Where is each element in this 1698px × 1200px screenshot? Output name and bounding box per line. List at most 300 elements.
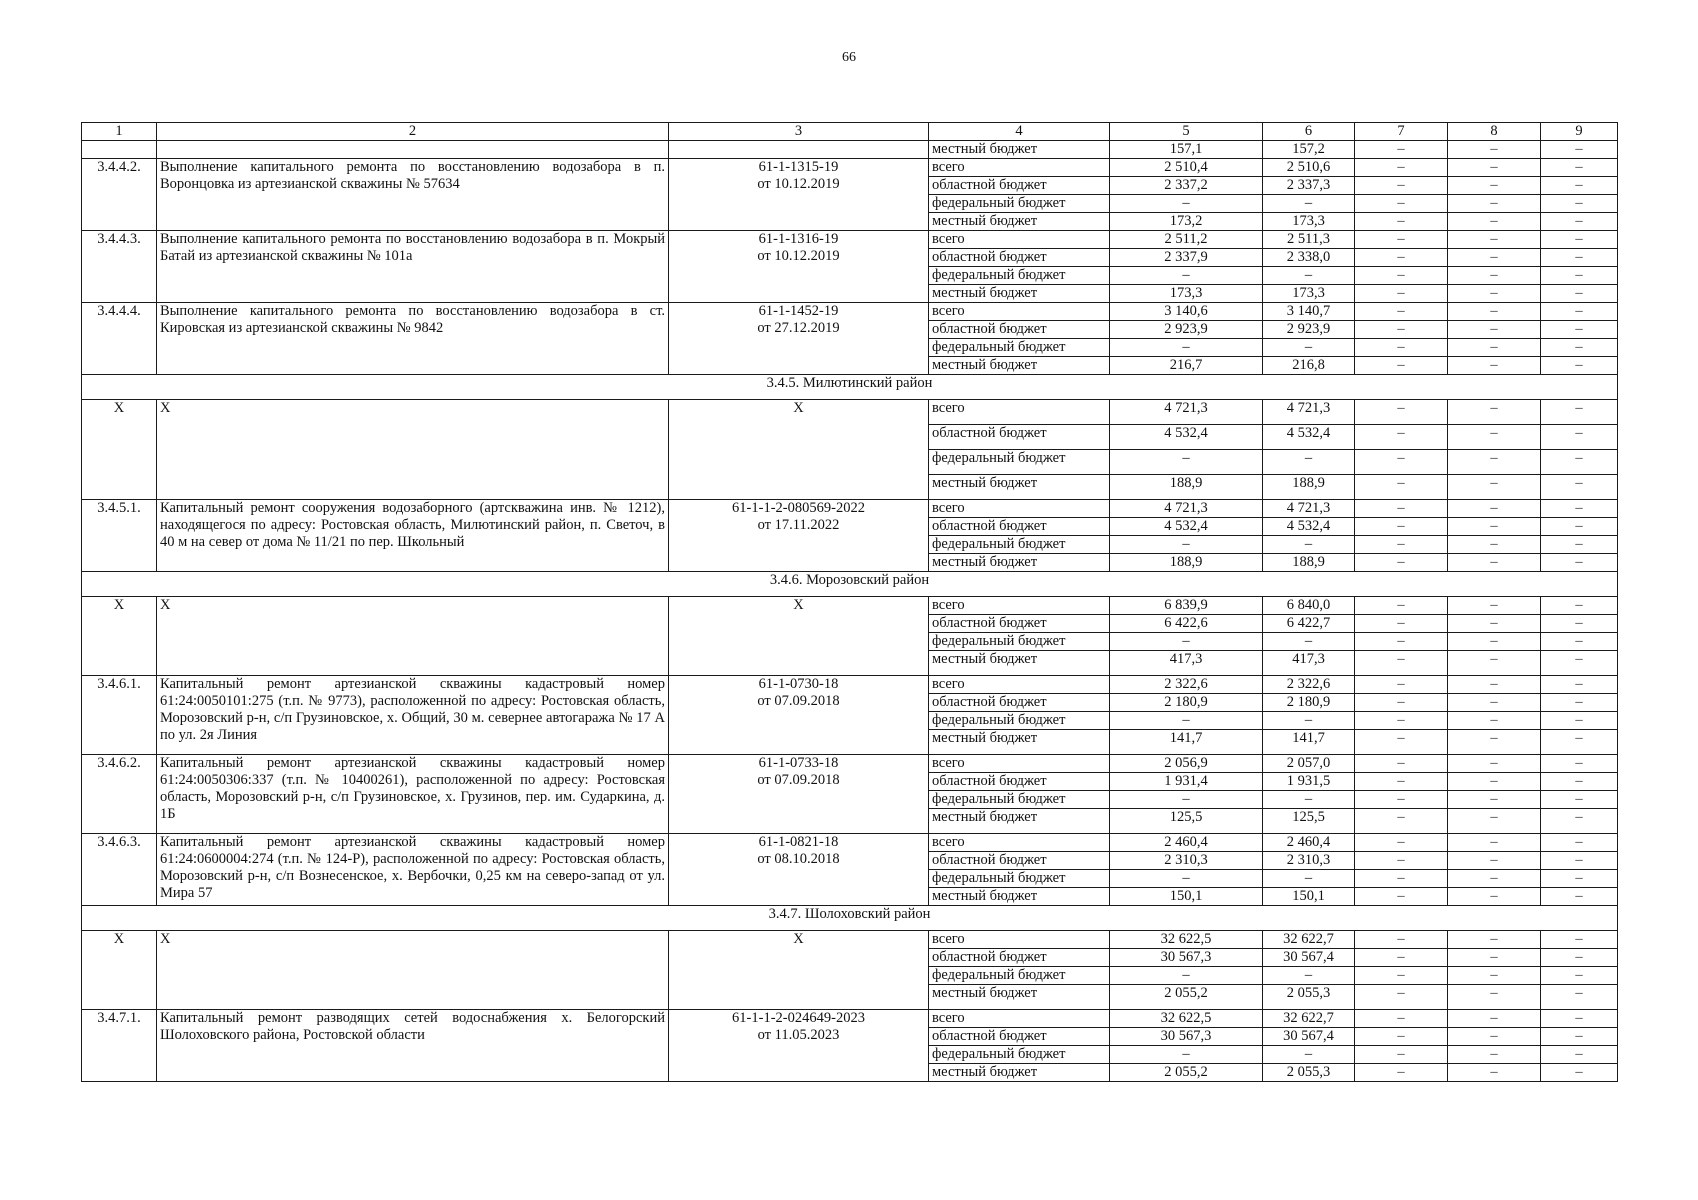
value-cell: 2 310,3 bbox=[1263, 852, 1355, 870]
value-cell: – bbox=[1110, 536, 1263, 554]
value-cell: – bbox=[1355, 773, 1448, 791]
item-description-cell bbox=[157, 141, 669, 159]
item-number-cell: 3.4.6.3. bbox=[82, 834, 157, 906]
budget-type-cell: местный бюджет bbox=[929, 141, 1110, 159]
budget-type-cell: всего bbox=[929, 834, 1110, 852]
value-cell: 4 721,3 bbox=[1110, 500, 1263, 518]
value-cell: – bbox=[1110, 267, 1263, 285]
value-cell: – bbox=[1355, 231, 1448, 249]
value-cell: – bbox=[1263, 791, 1355, 809]
value-cell: – bbox=[1355, 1046, 1448, 1064]
item-number-cell: 3.4.5.1. bbox=[82, 500, 157, 572]
value-cell: – bbox=[1355, 931, 1448, 949]
document-line: 61-1-1452-19 bbox=[758, 303, 839, 319]
value-cell: 32 622,5 bbox=[1110, 1010, 1263, 1028]
value-cell: – bbox=[1541, 177, 1618, 195]
value-cell: – bbox=[1541, 651, 1618, 676]
value-cell: – bbox=[1448, 1028, 1541, 1046]
value-cell: 125,5 bbox=[1110, 809, 1263, 834]
value-cell: – bbox=[1541, 809, 1618, 834]
value-cell: 6 840,0 bbox=[1263, 597, 1355, 615]
value-cell: – bbox=[1448, 791, 1541, 809]
section-row bbox=[82, 375, 1618, 400]
value-cell: 6 422,7 bbox=[1263, 615, 1355, 633]
item-document-cell bbox=[669, 676, 929, 755]
value-cell: – bbox=[1541, 475, 1618, 500]
document-line: от 07.09.2018 bbox=[757, 693, 840, 709]
financing-table bbox=[81, 122, 1618, 1082]
value-cell: 6 422,6 bbox=[1110, 615, 1263, 633]
value-cell: – bbox=[1448, 400, 1541, 425]
value-cell: – bbox=[1541, 985, 1618, 1010]
item-document-cell bbox=[669, 755, 929, 834]
value-cell: – bbox=[1541, 159, 1618, 177]
budget-type-cell: местный бюджет bbox=[929, 285, 1110, 303]
budget-type-cell: федеральный бюджет bbox=[929, 712, 1110, 730]
item-number-cell bbox=[82, 141, 157, 159]
document-line: 61-1-1316-19 bbox=[758, 231, 839, 247]
value-cell: – bbox=[1355, 888, 1448, 906]
budget-type-cell: всего bbox=[929, 676, 1110, 694]
value-cell: 30 567,4 bbox=[1263, 949, 1355, 967]
value-cell: – bbox=[1448, 773, 1541, 791]
item-description-cell: Капитальный ремонт разводящих сетей водоснабжения х. Белогорский Шолоховского района, Ростовской области bbox=[157, 1010, 669, 1082]
value-cell: – bbox=[1541, 425, 1618, 450]
value-cell: – bbox=[1448, 303, 1541, 321]
value-cell: – bbox=[1541, 400, 1618, 425]
value-cell: 32 622,7 bbox=[1263, 931, 1355, 949]
value-cell: – bbox=[1448, 357, 1541, 375]
value-cell: 2 923,9 bbox=[1110, 321, 1263, 339]
value-cell: – bbox=[1448, 425, 1541, 450]
document-line: от 08.10.2018 bbox=[757, 851, 840, 867]
value-cell: 141,7 bbox=[1110, 730, 1263, 755]
value-cell: – bbox=[1355, 712, 1448, 730]
value-cell: – bbox=[1541, 321, 1618, 339]
value-cell: – bbox=[1263, 967, 1355, 985]
budget-type-cell: местный бюджет bbox=[929, 357, 1110, 375]
value-cell: – bbox=[1448, 834, 1541, 852]
value-cell: – bbox=[1541, 730, 1618, 755]
document-line: 61-1-0821-18 bbox=[758, 834, 839, 850]
value-cell: – bbox=[1448, 985, 1541, 1010]
document-line: от 11.05.2023 bbox=[757, 1027, 840, 1043]
value-cell: 2 338,0 bbox=[1263, 249, 1355, 267]
value-cell: – bbox=[1541, 303, 1618, 321]
value-cell: – bbox=[1541, 870, 1618, 888]
header-cell: 1 bbox=[82, 123, 157, 141]
header-cell: 4 bbox=[929, 123, 1110, 141]
value-cell: – bbox=[1448, 475, 1541, 500]
value-cell: – bbox=[1448, 730, 1541, 755]
value-cell: – bbox=[1263, 870, 1355, 888]
value-cell: 125,5 bbox=[1263, 809, 1355, 834]
header-cell: 9 bbox=[1541, 123, 1618, 141]
value-cell: – bbox=[1541, 554, 1618, 572]
value-cell: 2 923,9 bbox=[1263, 321, 1355, 339]
value-cell: 4 532,4 bbox=[1263, 518, 1355, 536]
value-cell: – bbox=[1448, 321, 1541, 339]
value-cell: 1 931,5 bbox=[1263, 773, 1355, 791]
value-cell: – bbox=[1355, 554, 1448, 572]
value-cell: – bbox=[1110, 967, 1263, 985]
budget-type-cell: всего bbox=[929, 597, 1110, 615]
value-cell: – bbox=[1355, 651, 1448, 676]
item-number-cell: 3.4.7.1. bbox=[82, 1010, 157, 1082]
value-cell: 2 310,3 bbox=[1110, 852, 1263, 870]
value-cell: 150,1 bbox=[1263, 888, 1355, 906]
value-cell: – bbox=[1355, 967, 1448, 985]
budget-type-cell: областной бюджет bbox=[929, 518, 1110, 536]
value-cell: 2 511,2 bbox=[1110, 231, 1263, 249]
table-row bbox=[82, 400, 1618, 425]
value-cell: – bbox=[1263, 1046, 1355, 1064]
value-cell: – bbox=[1448, 141, 1541, 159]
value-cell: – bbox=[1541, 500, 1618, 518]
value-cell: – bbox=[1541, 597, 1618, 615]
value-cell: 2 055,3 bbox=[1263, 1064, 1355, 1082]
document-line: Х bbox=[793, 931, 804, 947]
item-description-cell: Х bbox=[157, 400, 669, 500]
value-cell: – bbox=[1355, 1028, 1448, 1046]
value-cell: – bbox=[1110, 339, 1263, 357]
value-cell: – bbox=[1448, 676, 1541, 694]
value-cell: 188,9 bbox=[1110, 475, 1263, 500]
value-cell: – bbox=[1541, 1046, 1618, 1064]
value-cell: – bbox=[1448, 755, 1541, 773]
budget-type-cell: федеральный бюджет bbox=[929, 450, 1110, 475]
value-cell: – bbox=[1448, 195, 1541, 213]
value-cell: – bbox=[1263, 195, 1355, 213]
table-row bbox=[82, 231, 1618, 249]
value-cell: – bbox=[1355, 694, 1448, 712]
value-cell: 2 460,4 bbox=[1110, 834, 1263, 852]
value-cell: 2 057,0 bbox=[1263, 755, 1355, 773]
budget-type-cell: местный бюджет bbox=[929, 730, 1110, 755]
value-cell: – bbox=[1448, 1010, 1541, 1028]
value-cell: – bbox=[1263, 536, 1355, 554]
value-cell: – bbox=[1355, 730, 1448, 755]
value-cell: 2 337,2 bbox=[1110, 177, 1263, 195]
item-description-cell: Х bbox=[157, 931, 669, 1010]
value-cell: 417,3 bbox=[1263, 651, 1355, 676]
budget-type-cell: местный бюджет bbox=[929, 651, 1110, 676]
budget-type-cell: местный бюджет bbox=[929, 213, 1110, 231]
value-cell: – bbox=[1541, 231, 1618, 249]
value-cell: – bbox=[1355, 339, 1448, 357]
budget-type-cell: всего bbox=[929, 159, 1110, 177]
value-cell: 4 532,4 bbox=[1110, 425, 1263, 450]
document-line: от 07.09.2018 bbox=[757, 772, 840, 788]
value-cell: – bbox=[1448, 1046, 1541, 1064]
budget-type-cell: местный бюджет bbox=[929, 475, 1110, 500]
value-cell: 4 532,4 bbox=[1110, 518, 1263, 536]
value-cell: – bbox=[1355, 518, 1448, 536]
value-cell: – bbox=[1541, 791, 1618, 809]
value-cell: 216,7 bbox=[1110, 357, 1263, 375]
value-cell: – bbox=[1448, 949, 1541, 967]
value-cell: 4 721,3 bbox=[1263, 500, 1355, 518]
budget-type-cell: областной бюджет bbox=[929, 773, 1110, 791]
table-row bbox=[82, 755, 1618, 773]
section-title: 3.4.6. Морозовский район bbox=[82, 572, 1618, 597]
value-cell: – bbox=[1448, 694, 1541, 712]
value-cell: – bbox=[1355, 852, 1448, 870]
value-cell: – bbox=[1355, 1064, 1448, 1082]
item-document-cell bbox=[669, 400, 929, 500]
document-line: 61-1-0730-18 bbox=[758, 676, 839, 692]
document-line: 61-1-1-2-024649-2023 bbox=[732, 1010, 865, 1026]
value-cell: – bbox=[1448, 870, 1541, 888]
value-cell: – bbox=[1355, 249, 1448, 267]
item-description-cell: Х bbox=[157, 597, 669, 676]
item-document-cell bbox=[669, 931, 929, 1010]
budget-type-cell: областной бюджет bbox=[929, 425, 1110, 450]
item-document-cell bbox=[669, 597, 929, 676]
value-cell: 188,9 bbox=[1263, 554, 1355, 572]
value-cell: – bbox=[1541, 357, 1618, 375]
value-cell: – bbox=[1541, 450, 1618, 475]
value-cell: 150,1 bbox=[1110, 888, 1263, 906]
document-line: 61-1-1315-19 bbox=[758, 159, 839, 175]
value-cell: – bbox=[1355, 536, 1448, 554]
value-cell: – bbox=[1541, 249, 1618, 267]
value-cell: – bbox=[1263, 633, 1355, 651]
item-description-cell: Капитальный ремонт артезианской скважины кадастровый номер 61:24:0050101:275 (т.п. № 9773), расположенной по адресу: Ростовская область, Морозовский р-н, с/п Грузиновское, х. Общий, 30 м. севернее автогаража № 17 А по ул. 2я Линия bbox=[157, 676, 669, 755]
value-cell: 157,1 bbox=[1110, 141, 1263, 159]
value-cell: 173,3 bbox=[1263, 213, 1355, 231]
item-description-cell: Капитальный ремонт сооружения водозаборного (артскважина инв. № 1212), находящегося по адресу: Ростовская область, Милютинский район, п. Светоч, в 40 м на север от дома № 11/21 по пер. Школьный bbox=[157, 500, 669, 572]
value-cell: – bbox=[1448, 1064, 1541, 1082]
item-number-cell: 3.4.6.2. bbox=[82, 755, 157, 834]
value-cell: 141,7 bbox=[1263, 730, 1355, 755]
value-cell: 32 622,7 bbox=[1263, 1010, 1355, 1028]
value-cell: – bbox=[1355, 500, 1448, 518]
header-cell: 3 bbox=[669, 123, 929, 141]
item-document-cell bbox=[669, 834, 929, 906]
value-cell: – bbox=[1448, 554, 1541, 572]
value-cell: – bbox=[1448, 249, 1541, 267]
value-cell: – bbox=[1355, 400, 1448, 425]
value-cell: 2 055,2 bbox=[1110, 1064, 1263, 1082]
budget-type-cell: местный бюджет bbox=[929, 985, 1110, 1010]
item-document-cell bbox=[669, 500, 929, 572]
value-cell: – bbox=[1355, 834, 1448, 852]
value-cell: 3 140,7 bbox=[1263, 303, 1355, 321]
value-cell: – bbox=[1541, 834, 1618, 852]
value-cell: 173,3 bbox=[1263, 285, 1355, 303]
value-cell: – bbox=[1110, 195, 1263, 213]
value-cell: – bbox=[1355, 267, 1448, 285]
value-cell: – bbox=[1355, 425, 1448, 450]
value-cell: – bbox=[1448, 712, 1541, 730]
header-cell: 8 bbox=[1448, 123, 1541, 141]
budget-type-cell: всего bbox=[929, 755, 1110, 773]
item-number-cell: Х bbox=[82, 400, 157, 500]
value-cell: 2 460,4 bbox=[1263, 834, 1355, 852]
value-cell: – bbox=[1541, 213, 1618, 231]
value-cell: 173,2 bbox=[1110, 213, 1263, 231]
value-cell: – bbox=[1448, 931, 1541, 949]
item-document-cell bbox=[669, 159, 929, 231]
value-cell: – bbox=[1355, 285, 1448, 303]
value-cell: 6 839,9 bbox=[1110, 597, 1263, 615]
section-row bbox=[82, 906, 1618, 931]
value-cell: – bbox=[1541, 536, 1618, 554]
budget-type-cell: областной бюджет bbox=[929, 615, 1110, 633]
value-cell: 4 532,4 bbox=[1263, 425, 1355, 450]
value-cell: – bbox=[1448, 852, 1541, 870]
value-cell: 2 180,9 bbox=[1110, 694, 1263, 712]
value-cell: – bbox=[1110, 450, 1263, 475]
budget-type-cell: всего bbox=[929, 500, 1110, 518]
value-cell: – bbox=[1448, 518, 1541, 536]
document-line: Х bbox=[793, 597, 804, 613]
budget-type-cell: областной бюджет bbox=[929, 249, 1110, 267]
value-cell: 2 510,6 bbox=[1263, 159, 1355, 177]
budget-type-cell: областной бюджет bbox=[929, 852, 1110, 870]
header-cell: 5 bbox=[1110, 123, 1263, 141]
item-description-cell: Капитальный ремонт артезианской скважины кадастровый номер 61:24:0600004:274 (т.п. № 124-Р), расположенной по адресу: Ростовская область, Морозовский р-н, с/п Вознесенское, х. Вербочки, 0,25 км на северо-запад от ул. Мира 57 bbox=[157, 834, 669, 906]
value-cell: 30 567,4 bbox=[1263, 1028, 1355, 1046]
budget-type-cell: местный бюджет bbox=[929, 809, 1110, 834]
value-cell: – bbox=[1448, 536, 1541, 554]
value-cell: – bbox=[1355, 791, 1448, 809]
value-cell: – bbox=[1448, 159, 1541, 177]
item-document-cell bbox=[669, 141, 929, 159]
value-cell: – bbox=[1448, 339, 1541, 357]
value-cell: – bbox=[1448, 213, 1541, 231]
value-cell: – bbox=[1541, 773, 1618, 791]
value-cell: – bbox=[1355, 1010, 1448, 1028]
document-line: 61-1-1-2-080569-2022 bbox=[732, 500, 865, 516]
budget-type-cell: федеральный бюджет bbox=[929, 633, 1110, 651]
budget-type-cell: областной бюджет bbox=[929, 949, 1110, 967]
value-cell: 157,2 bbox=[1263, 141, 1355, 159]
budget-type-cell: областной бюджет bbox=[929, 1028, 1110, 1046]
table-row bbox=[82, 931, 1618, 949]
value-cell: – bbox=[1541, 755, 1618, 773]
budget-type-cell: местный бюджет bbox=[929, 888, 1110, 906]
value-cell: – bbox=[1110, 633, 1263, 651]
table-body bbox=[82, 123, 1618, 1082]
budget-type-cell: всего bbox=[929, 400, 1110, 425]
budget-type-cell: федеральный бюджет bbox=[929, 339, 1110, 357]
budget-type-cell: всего bbox=[929, 931, 1110, 949]
table-row bbox=[82, 303, 1618, 321]
value-cell: – bbox=[1541, 195, 1618, 213]
value-cell: 173,3 bbox=[1110, 285, 1263, 303]
budget-type-cell: федеральный бюджет bbox=[929, 791, 1110, 809]
page-number: 66 bbox=[842, 50, 856, 65]
budget-type-cell: местный бюджет bbox=[929, 554, 1110, 572]
budget-type-cell: областной бюджет bbox=[929, 694, 1110, 712]
budget-type-cell: федеральный бюджет bbox=[929, 1046, 1110, 1064]
table-row bbox=[82, 597, 1618, 615]
value-cell: 2 337,9 bbox=[1110, 249, 1263, 267]
value-cell: – bbox=[1448, 597, 1541, 615]
value-cell: – bbox=[1448, 633, 1541, 651]
value-cell: – bbox=[1110, 870, 1263, 888]
value-cell: – bbox=[1448, 615, 1541, 633]
value-cell: – bbox=[1541, 518, 1618, 536]
value-cell: 2 055,2 bbox=[1110, 985, 1263, 1010]
value-cell: 2 180,9 bbox=[1263, 694, 1355, 712]
value-cell: 4 721,3 bbox=[1110, 400, 1263, 425]
value-cell: – bbox=[1541, 852, 1618, 870]
value-cell: – bbox=[1541, 1010, 1618, 1028]
value-cell: – bbox=[1541, 676, 1618, 694]
value-cell: – bbox=[1110, 791, 1263, 809]
value-cell: – bbox=[1355, 141, 1448, 159]
value-cell: – bbox=[1355, 809, 1448, 834]
document-line: от 10.12.2019 bbox=[757, 176, 840, 192]
value-cell: – bbox=[1355, 450, 1448, 475]
document-line: от 10.12.2019 bbox=[757, 248, 840, 264]
table-row bbox=[82, 676, 1618, 694]
value-cell: – bbox=[1355, 357, 1448, 375]
value-cell: – bbox=[1541, 1064, 1618, 1082]
table-row bbox=[82, 834, 1618, 852]
value-cell: – bbox=[1541, 931, 1618, 949]
item-description-cell: Выполнение капитального ремонта по восстановлению водозабора в п. Воронцовка из артезианской скважины № 57634 bbox=[157, 159, 669, 231]
budget-type-cell: федеральный бюджет bbox=[929, 536, 1110, 554]
value-cell: – bbox=[1448, 500, 1541, 518]
value-cell: – bbox=[1355, 870, 1448, 888]
document-line: от 27.12.2019 bbox=[757, 320, 840, 336]
budget-type-cell: всего bbox=[929, 303, 1110, 321]
budget-type-cell: федеральный бюджет bbox=[929, 967, 1110, 985]
value-cell: – bbox=[1541, 615, 1618, 633]
table-row bbox=[82, 500, 1618, 518]
value-cell: – bbox=[1355, 755, 1448, 773]
value-cell: – bbox=[1541, 285, 1618, 303]
value-cell: 4 721,3 bbox=[1263, 400, 1355, 425]
value-cell: – bbox=[1541, 141, 1618, 159]
value-cell: – bbox=[1355, 615, 1448, 633]
value-cell: – bbox=[1541, 712, 1618, 730]
item-description-cell: Выполнение капитального ремонта по восстановлению водозабора в п. Мокрый Батай из артезианской скважины № 101а bbox=[157, 231, 669, 303]
value-cell: 2 511,3 bbox=[1263, 231, 1355, 249]
document-line: 61-1-0733-18 bbox=[758, 755, 839, 771]
value-cell: – bbox=[1448, 967, 1541, 985]
header-row bbox=[82, 123, 1618, 141]
value-cell: – bbox=[1448, 177, 1541, 195]
value-cell: 216,8 bbox=[1263, 357, 1355, 375]
value-cell: 30 567,3 bbox=[1110, 1028, 1263, 1046]
document-line: Х bbox=[793, 400, 804, 416]
value-cell: – bbox=[1355, 159, 1448, 177]
value-cell: – bbox=[1448, 267, 1541, 285]
value-cell: 3 140,6 bbox=[1110, 303, 1263, 321]
budget-type-cell: федеральный бюджет bbox=[929, 195, 1110, 213]
value-cell: – bbox=[1355, 195, 1448, 213]
section-title: 3.4.7. Шолоховский район bbox=[82, 906, 1618, 931]
table-row bbox=[82, 159, 1618, 177]
item-description-cell: Выполнение капитального ремонта по восстановлению водозабора в ст. Кировская из артезианской скважины № 9842 bbox=[157, 303, 669, 375]
value-cell: – bbox=[1448, 809, 1541, 834]
budget-type-cell: областной бюджет bbox=[929, 177, 1110, 195]
value-cell: – bbox=[1541, 633, 1618, 651]
value-cell: 188,9 bbox=[1263, 475, 1355, 500]
header-cell: 7 bbox=[1355, 123, 1448, 141]
value-cell: 2 510,4 bbox=[1110, 159, 1263, 177]
value-cell: – bbox=[1355, 633, 1448, 651]
value-cell: 2 056,9 bbox=[1110, 755, 1263, 773]
value-cell: 2 322,6 bbox=[1263, 676, 1355, 694]
budget-type-cell: федеральный бюджет bbox=[929, 267, 1110, 285]
value-cell: 2 337,3 bbox=[1263, 177, 1355, 195]
